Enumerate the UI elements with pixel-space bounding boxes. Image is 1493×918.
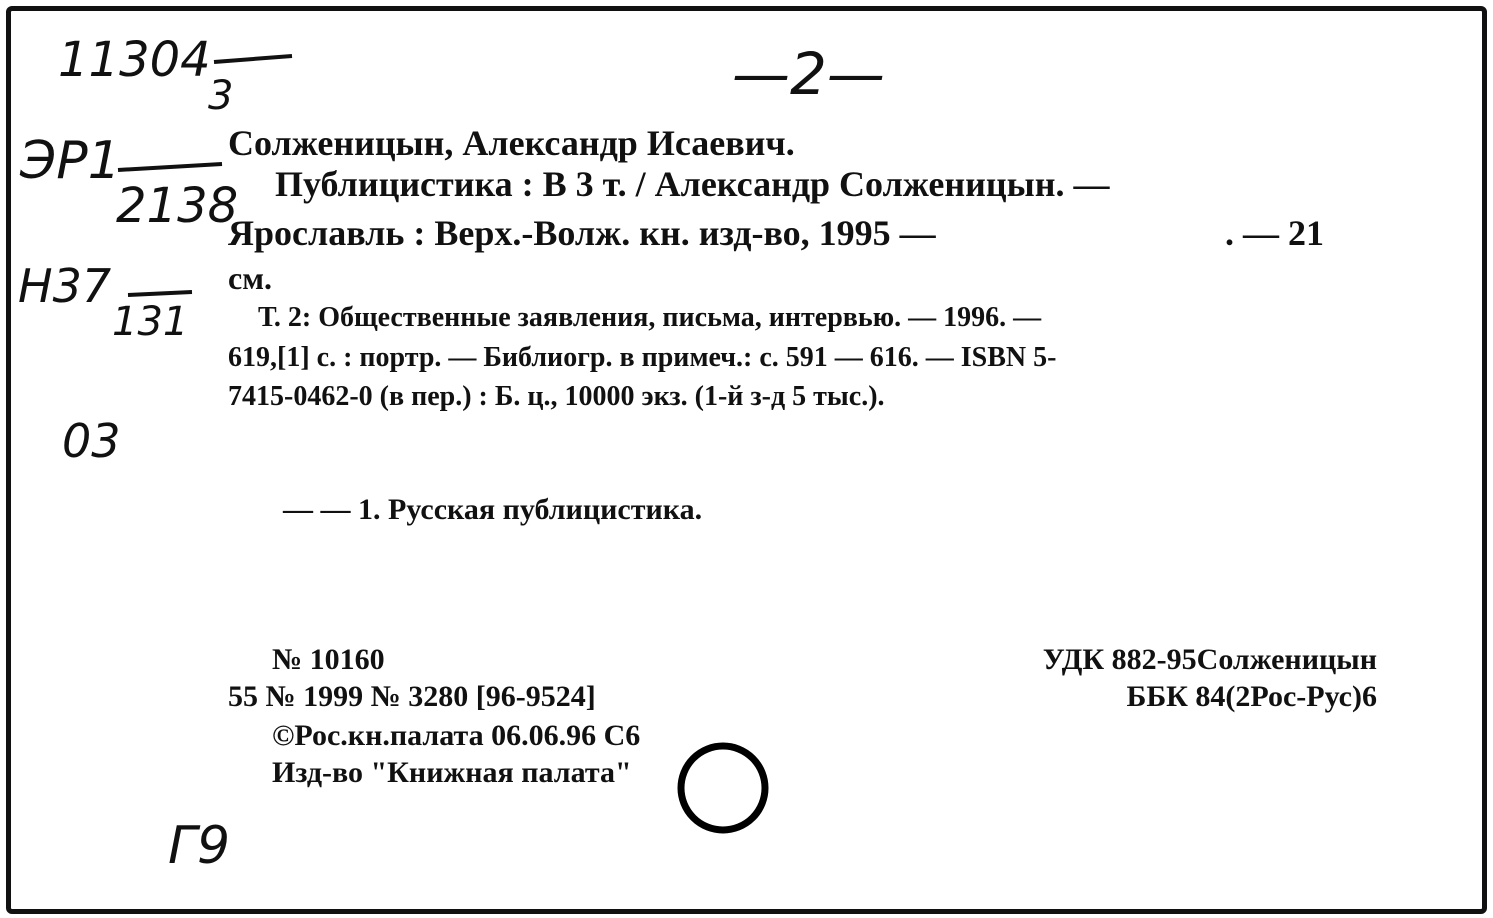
- handwritten-code-4: 03: [62, 414, 121, 468]
- bbk-code: ББК 84(2Рос-Рус)6: [1126, 680, 1377, 713]
- fraction-bar-2: [118, 164, 222, 170]
- title-line-2: Ярославль : Верх.-Волж. кн. изд-во, 1995 —: [228, 213, 936, 253]
- copyright-line: ©Рос.кн.палата 06.06.96 С6: [272, 719, 641, 752]
- handwritten-code-1-denominator: 3: [208, 73, 234, 119]
- volume-line-1: Т. 2: Общественные заявления, письма, интервью. — 1996. —: [258, 302, 1042, 333]
- author-heading: Солженицын, Александр Исаевич.: [228, 123, 795, 163]
- handwritten-code-1: 11304: [58, 32, 211, 88]
- handwritten-code-5: Г9: [168, 816, 231, 876]
- fraction-bar-1: [214, 56, 292, 62]
- handwritten-code-2: ЭР1: [20, 131, 121, 191]
- volume-line-3: 7415-0462-0 (в пер.) : Б. ц., 10000 экз. (1-й з-д 5 тыс.).: [228, 381, 885, 412]
- handwritten-code-3: Н37: [18, 259, 112, 313]
- handwritten-code-2-denominator: 2138: [116, 178, 239, 234]
- title-line-2-end: . — 21: [1225, 213, 1324, 253]
- title-line-3: см.: [228, 260, 272, 296]
- handwritten-page-mark: —2—: [732, 40, 885, 108]
- title-line-1: Публицистика : В 3 т. / Александр Солженицын. —: [275, 164, 1110, 204]
- punch-hole: [681, 746, 765, 830]
- fraction-bar-3: [128, 292, 192, 295]
- volume-line-2: 619,[1] с. : портр. — Библиогр. в примеч.: с. 591 — 616. — ISBN 5-: [228, 342, 1057, 373]
- udk-code: УДК 882-95Солженицын: [1042, 643, 1377, 676]
- record-number: № 10160: [272, 643, 385, 676]
- registry-numbers: 55 № 1999 № 3280 [96-9524]: [228, 680, 596, 713]
- handwritten-code-3-denominator: 131: [112, 299, 189, 345]
- publisher-line: Изд-во "Книжная палата": [272, 756, 632, 789]
- subject-heading: — — 1. Русская публицистика.: [283, 493, 703, 526]
